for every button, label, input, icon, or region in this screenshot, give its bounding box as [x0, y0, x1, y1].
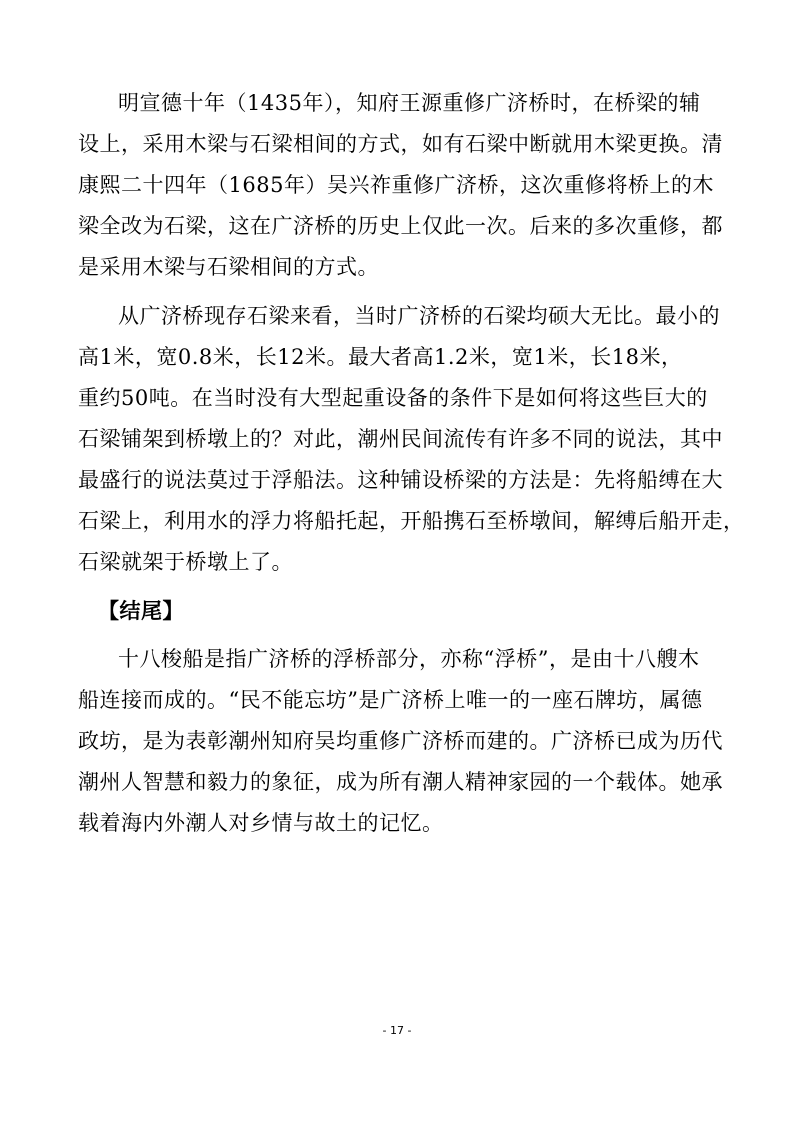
closing-paragraph-line-5: 载着海内外潮人对乡情与故土的记忆。 [78, 811, 444, 835]
paragraph-1-line-4: 梁全改为石梁，这在广济桥的历史上仅此一次。后来的多次重修，都 [78, 214, 723, 238]
paragraph-2-line-6: 石梁上，利用水的浮力将船托起，开船携石至桥墩间，解缚后船开走， [78, 509, 745, 533]
paragraph-2-line-3: 重约50吨。在当时没有大型起重设备的条件下是如何将这些巨大的 [78, 386, 708, 410]
paragraph-1-line-3: 康熙二十四年（1685年）吴兴祚重修广济桥，这次重修将桥上的木 [78, 173, 714, 197]
paragraph-1-line-1: 明宣德十年（1435年），知府王源重修广济桥时，在桥梁的辅 [118, 91, 701, 115]
paragraph-1-line-5: 是采用木梁与石梁相间的方式。 [78, 255, 379, 279]
closing-paragraph-line-3: 政坊，是为表彰潮州知府吴均重修广济桥而建的。广济桥已成为历代 [78, 729, 723, 753]
paragraph-2-line-7: 石梁就架于桥墩上了。 [78, 550, 293, 574]
paragraph-2-line-5: 最盛行的说法莫过于浮船法。这种铺设桥梁的方法是：先将船缚在大 [78, 468, 723, 492]
section-heading: 【结尾】 [98, 598, 184, 623]
closing-paragraph-line-1: 十八梭船是指广济桥的浮桥部分，亦称“浮桥”，是由十八艘木 [118, 647, 700, 671]
closing-paragraph-line-2: 船连接而成的。“民不能忘坊”是广济桥上唯一的一座石牌坊，属德 [78, 688, 703, 712]
paragraph-2-line-2: 高1米，宽0.8米，长12米。最大者高1.2米，宽1米，长18米， [78, 345, 683, 369]
paragraph-2-line-4: 石梁铺架到桥墩上的？对此，潮州民间流传有许多不同的说法，其中 [78, 427, 723, 451]
page-number: - 17 - [382, 1024, 412, 1037]
closing-paragraph-line-4: 潮州人智慧和毅力的象征，成为所有潮人精神家园的一个载体。她承 [78, 770, 723, 794]
paragraph-1-line-2: 设上，采用木梁与石梁相间的方式，如有石梁中断就用木梁更换。清 [78, 132, 723, 156]
paragraph-2-line-1: 从广济桥现存石梁来看，当时广济桥的石梁均硕大无比。最小的 [118, 304, 720, 328]
